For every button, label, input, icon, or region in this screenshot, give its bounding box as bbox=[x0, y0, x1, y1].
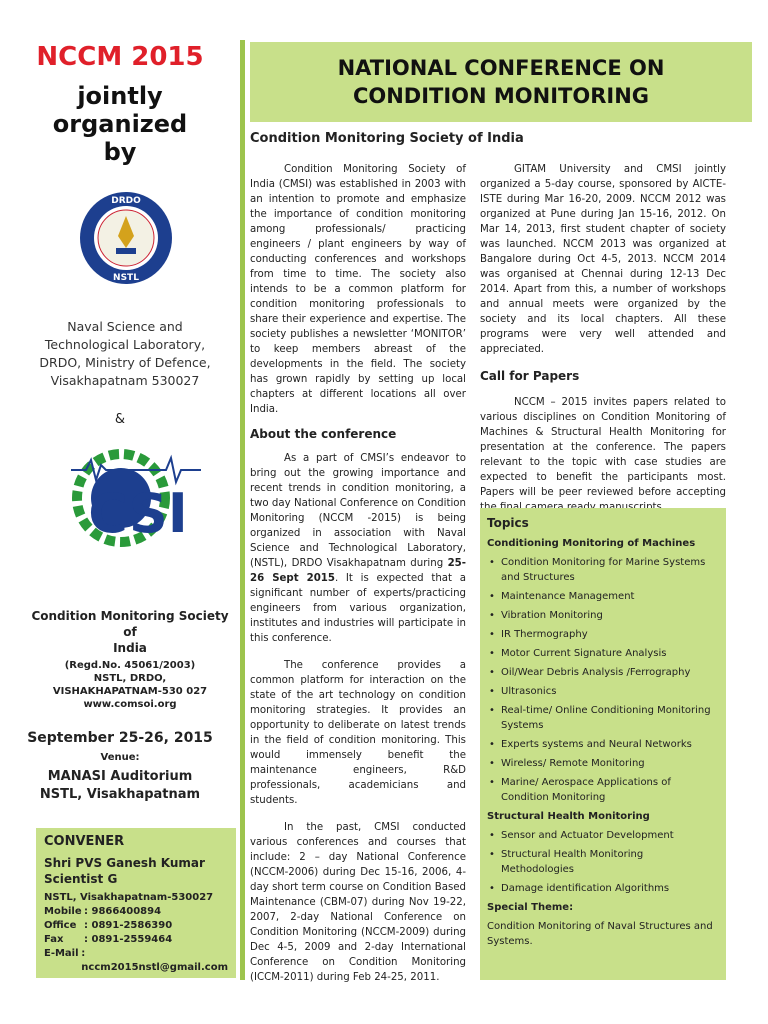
venue-label: Venue: bbox=[100, 752, 140, 763]
topics-heading: Topics bbox=[487, 516, 529, 530]
history-paragraph: GITAM University and CMSI jointly organized a 5-day course, sponsored by AICTE-ISTE during Mar 16-20, 2009. NCCM 2012 was organized at Pune during Jan 15-16, 2012. On Mar 14, 2013, first student chapter of society was launched. NCCM 2013 was organized at Bangalore during Oct 4-5, 2013. NCCM 2014 was organised at Chennai during 12-13 Dec 2014. Apart from this, a number of workshops and annual meets were organized by the society and its local chapters. All these programs were very well attended and appreciated. bbox=[480, 164, 726, 355]
organized-line-2: organized bbox=[52, 110, 188, 138]
list-item: • Ultrasonics bbox=[487, 684, 719, 699]
row-label: E-Mail bbox=[44, 948, 79, 959]
drdo-logo bbox=[78, 190, 174, 286]
list-item: • Sensor and Actuator Development bbox=[487, 828, 719, 843]
naval-line: DRDO, Ministry of Defence, bbox=[39, 355, 211, 370]
date-highlight: 25-26 Sept 2015 bbox=[250, 558, 466, 584]
about-paragraph-2: The conference provides a common platform for interaction on the state of the art technology on condition monitoring strategies. It provides an opportunity to deliberate on latest trends in the field of condition monitoring. This would immensely benefit the maintenance engineers, R&D professionals, academicians and students. bbox=[250, 660, 466, 806]
text-column-2 bbox=[480, 162, 726, 515]
list-item: • Condition Monitoring for Marine Systems and Structures bbox=[487, 555, 719, 585]
list-item: • Oil/Wear Debris Analysis /Ferrography bbox=[487, 665, 719, 680]
text-column-1 bbox=[250, 162, 466, 985]
list-item: • Marine/ Aerospace Applications of Condition Monitoring bbox=[487, 775, 719, 805]
convener-address: NSTL, Visakhapatnam-530027 bbox=[44, 892, 214, 903]
cmsi-name: Condition Monitoring Society of bbox=[31, 609, 229, 639]
structural-list bbox=[487, 828, 719, 896]
naval-lab-address bbox=[20, 318, 230, 390]
ampersand: & bbox=[114, 412, 126, 427]
row-value: : 9866400894 bbox=[84, 906, 162, 917]
about-paragraph-1 bbox=[250, 451, 466, 646]
drdo-logo-text: DRDO bbox=[111, 196, 141, 206]
cmsi-addr: NSTL, DRDO, bbox=[93, 673, 167, 684]
convener-email[interactable] bbox=[44, 947, 228, 975]
page-title: CONDITION MONITORING bbox=[352, 84, 650, 108]
naval-line: Naval Science and bbox=[67, 319, 183, 334]
cfp-paragraph: NCCM – 2015 invites papers related to various disciplines on Condition Monitoring of Machines & Structural Health Monitoring for presentation at the conference. The papers relevant to the topic with case studies are expected to benefit the participants most. Papers will be peer reviewed before accepting bbox=[480, 397, 726, 498]
about-heading: About the conference bbox=[250, 427, 397, 441]
text-run: . It is expected that a significant number of experts/practicing engineers from various organization, institutes and industries will participate in this conference. bbox=[250, 573, 466, 644]
list-item: • Damage identification Algorithms bbox=[487, 881, 719, 896]
venue-line: NSTL, Visakhapatnam bbox=[39, 787, 201, 802]
convener-box bbox=[36, 828, 236, 978]
convener-title: Scientist G bbox=[44, 872, 118, 886]
special-heading: Special Theme: bbox=[487, 902, 574, 913]
society-heading: Condition Monitoring Society of India bbox=[250, 131, 524, 146]
topics-box bbox=[480, 508, 726, 980]
intro-paragraph: Condition Monitoring Society of India (CMSI) was established in 2003 with an intention to promote and emphasize the importance of condition monitoring among professionals/ practicing engineers / plant engineers by way of conducting conferences and workshops from time to time. The society also intends to be a common platform for condition monitoring professionals to share their experience and expertise. The society publishes a newsletter ‘MONITOR’ to keep members abreast of the developments in the field. The society has grown rapidly by setting up local chapters at different locations all over India. bbox=[250, 164, 466, 415]
organized-line-3: by bbox=[103, 138, 137, 166]
page-title: NATIONAL CONFERENCE ON bbox=[337, 56, 665, 80]
machines-list bbox=[487, 555, 719, 805]
convener-heading: CONVENER bbox=[44, 834, 125, 849]
cmsi-name: India bbox=[113, 641, 147, 655]
convener-name: Shri PVS Ganesh Kumar bbox=[44, 856, 205, 870]
list-item: • Real-time/ Online Conditioning Monitoring Systems bbox=[487, 703, 719, 733]
cmsi-regd: (Regd.No. 45061/2003) bbox=[64, 660, 196, 671]
email-link[interactable]: : nccm2015nstl@gmail.com bbox=[81, 948, 229, 973]
cmsi-addr: VISHAKHAPATNAM-530 027 bbox=[52, 686, 208, 697]
list-item: • Maintenance Management bbox=[487, 589, 719, 604]
convener-mobile bbox=[44, 905, 228, 919]
special-theme: Condition Monitoring of Naval Structures and Systems. bbox=[487, 921, 713, 947]
csi-logo bbox=[66, 440, 206, 550]
organized-by bbox=[0, 82, 240, 166]
list-item: • IR Thermography bbox=[487, 627, 719, 642]
list-item: • Motor Current Signature Analysis bbox=[487, 646, 719, 661]
nstl-logo-text: NSTL bbox=[113, 273, 139, 283]
row-value: : 0891-2586390 bbox=[84, 920, 173, 931]
machines-heading: Conditioning Monitoring of Machines bbox=[487, 538, 696, 549]
list-item: • Vibration Monitoring bbox=[487, 608, 719, 623]
naval-line: Technological Laboratory, bbox=[44, 337, 206, 352]
vertical-divider bbox=[240, 40, 245, 980]
list-item: • Experts systems and Neural Networks bbox=[487, 737, 719, 752]
text-run: As a part of CMSI’s endeavor to bring out the growing importance and recent trends in condition monitoring, a two day National Conference on Condition Monitoring (NCCM -2015) is being organized in association with Naval Science and Technological Laboratory, (NSTL), DRDO Visakhapatnam during bbox=[250, 453, 466, 569]
convener-fax bbox=[44, 933, 228, 947]
title-banner bbox=[250, 42, 752, 122]
convener-office bbox=[44, 919, 228, 933]
row-label: Fax bbox=[44, 934, 64, 945]
structural-heading: Structural Health Monitoring bbox=[487, 811, 650, 822]
naval-line: Visakhapatnam 530027 bbox=[50, 373, 200, 388]
list-item: • Wireless/ Remote Monitoring bbox=[487, 756, 719, 771]
event-name: NCCM 2015 bbox=[36, 42, 204, 72]
list-item: • Structural Health Monitoring Methodologies bbox=[487, 847, 719, 877]
csi-logo-text: CSI bbox=[88, 482, 188, 545]
conference-date: September 25-26, 2015 bbox=[27, 730, 213, 746]
row-label: Office bbox=[44, 920, 77, 931]
cfp-heading: Call for Papers bbox=[480, 369, 580, 383]
row-value: : 0891-2559464 bbox=[84, 934, 173, 945]
venue-line: MANASI Auditorium bbox=[47, 769, 193, 784]
organized-line-1: jointly bbox=[77, 82, 163, 110]
row-label: Mobile bbox=[44, 906, 82, 917]
cmsi-website[interactable]: www.comsoi.org bbox=[83, 699, 177, 710]
venue-name bbox=[0, 768, 240, 804]
cmsi-address bbox=[30, 608, 230, 711]
about-paragraph-3: In the past, CMSI conducted various conferences and courses that include: 2 – day National Conference (NCCM-2006) during Dec 15-16, 2006, 4-day short term course on Condition Based Maintenance (CBM-07) during Nov 19-22, 2007, 2-day National Conference on Condition Monitoring (NCCM-2009) during Dec 4-5, 2009 and 2-day International Conference on Condition Monitoring (ICCM-2011) during Feb 24-25, 2011. bbox=[250, 822, 466, 983]
